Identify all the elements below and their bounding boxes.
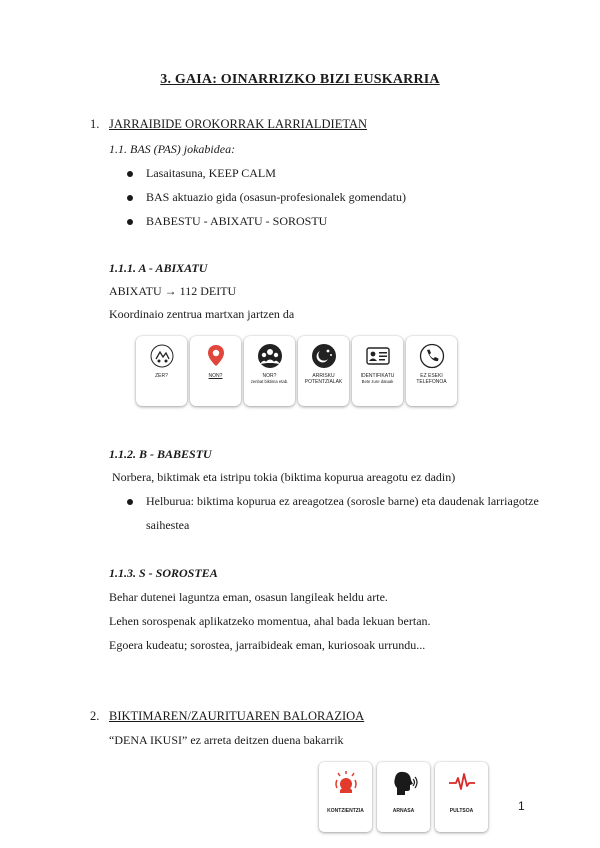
babestu-line-1: Norbera, biktimak eta istripu tokia (biktima kopurua areagotu ez dadin)	[112, 470, 456, 484]
subsection-sorostea-heading: 1.1.3. S - SOROSTEA	[109, 566, 218, 580]
people-group-icon	[257, 343, 283, 369]
babestu-bullet: Helburua: biktima kopurua ez areagotzea (sorosle barne) eta daudenak larriagotze	[146, 494, 539, 508]
bullet-item: BABESTU - ABIXATU - SOROSTU	[146, 214, 328, 228]
sorostea-line-3: Egoera kudeatu; sorostea, jarraibideak eman, kuriosoak urrundu...	[109, 638, 426, 652]
card-zer-label: ZER?	[155, 373, 168, 379]
bullet-item: BAS aktuazio gida (osasun-profesionalek gomendatu)	[146, 190, 406, 204]
card-non-label: NON?	[208, 373, 223, 379]
card-nor-title: NOR?	[262, 373, 277, 379]
sorostea-line-1: Behar dutenei laguntza eman, osasun langileak heldu arte.	[109, 590, 388, 604]
subsection-abixatu-heading: 1.1.1. A - ABIXATU	[109, 261, 208, 275]
balorazioa-cards	[319, 762, 488, 832]
abixatu-cards	[136, 336, 457, 406]
section-2-line: “DENA IKUSI” ez arreta deitzen duena bakarrik	[109, 733, 344, 747]
hazard-icon	[311, 343, 337, 369]
breathing-head-icon	[390, 768, 418, 796]
card-arrisku	[298, 336, 349, 406]
heartbeat-pulse-icon	[448, 768, 476, 796]
bullet-item: Lasaitasuna, KEEP CALM	[146, 166, 276, 180]
card-nor-note: zenbat biktima etab.	[250, 379, 289, 384]
card-pultsoa	[435, 762, 488, 832]
sorostea-line-2: Lehen sorospenak aplikatzeko momentua, ahal bada lekuan bertan.	[109, 614, 431, 628]
section-1-heading: JARRAIBIDE OROKORRAK LARRIALDIETAN	[109, 117, 368, 131]
card-ez-eseki-label: EZ ESEKI TELEFONOA	[416, 373, 447, 385]
card-nor-label	[246, 373, 293, 384]
card-identifikatu-note: Bete zure datuak	[361, 379, 394, 384]
babestu-bullet-cont: saihestea	[146, 518, 190, 532]
phone-call-icon	[419, 343, 445, 369]
card-pultsoa-label: PULTSOA	[449, 808, 474, 814]
section-2-number: 2.	[90, 709, 100, 723]
location-pin-icon	[203, 343, 229, 369]
card-kontzientzia	[319, 762, 372, 832]
card-non	[190, 336, 241, 406]
card-identifikatu-title: IDENTIFIKATU	[360, 373, 395, 379]
card-zer	[136, 336, 187, 406]
card-arnasa-label: ARNASA	[392, 808, 415, 814]
page-number: 1	[518, 799, 525, 813]
page-title: 3. GAIA: OINARRIZKO BIZI EUSKARRIA	[160, 72, 440, 87]
card-nor	[244, 336, 295, 406]
subsection-babestu-heading: 1.1.2. B - BABESTU	[109, 447, 212, 461]
abixatu-line-2: Koordinaio zentrua martxan jartzen da	[109, 307, 295, 321]
consciousness-alert-icon	[332, 768, 360, 796]
card-identifikatu	[352, 336, 403, 406]
section-1-subheading: 1.1. BAS (PAS) jokabidea:	[109, 142, 236, 156]
card-arnasa	[377, 762, 430, 832]
card-kontzientzia-label: KONTZIENTZIA	[327, 808, 364, 814]
card-identifikatu-label	[354, 373, 401, 384]
accident-scene-icon	[149, 343, 175, 369]
abixatu-line-1: ABIXATU → 112 DEITU	[109, 284, 237, 298]
card-arrisku-label: ARRISKU POTENTZIALAK	[304, 373, 343, 385]
section-2-heading: BIKTIMAREN/ZAURITUAREN BALORAZIOA	[109, 709, 365, 723]
section-1-number: 1.	[90, 117, 100, 131]
id-card-icon	[365, 343, 391, 369]
card-ez-eseki	[406, 336, 457, 406]
